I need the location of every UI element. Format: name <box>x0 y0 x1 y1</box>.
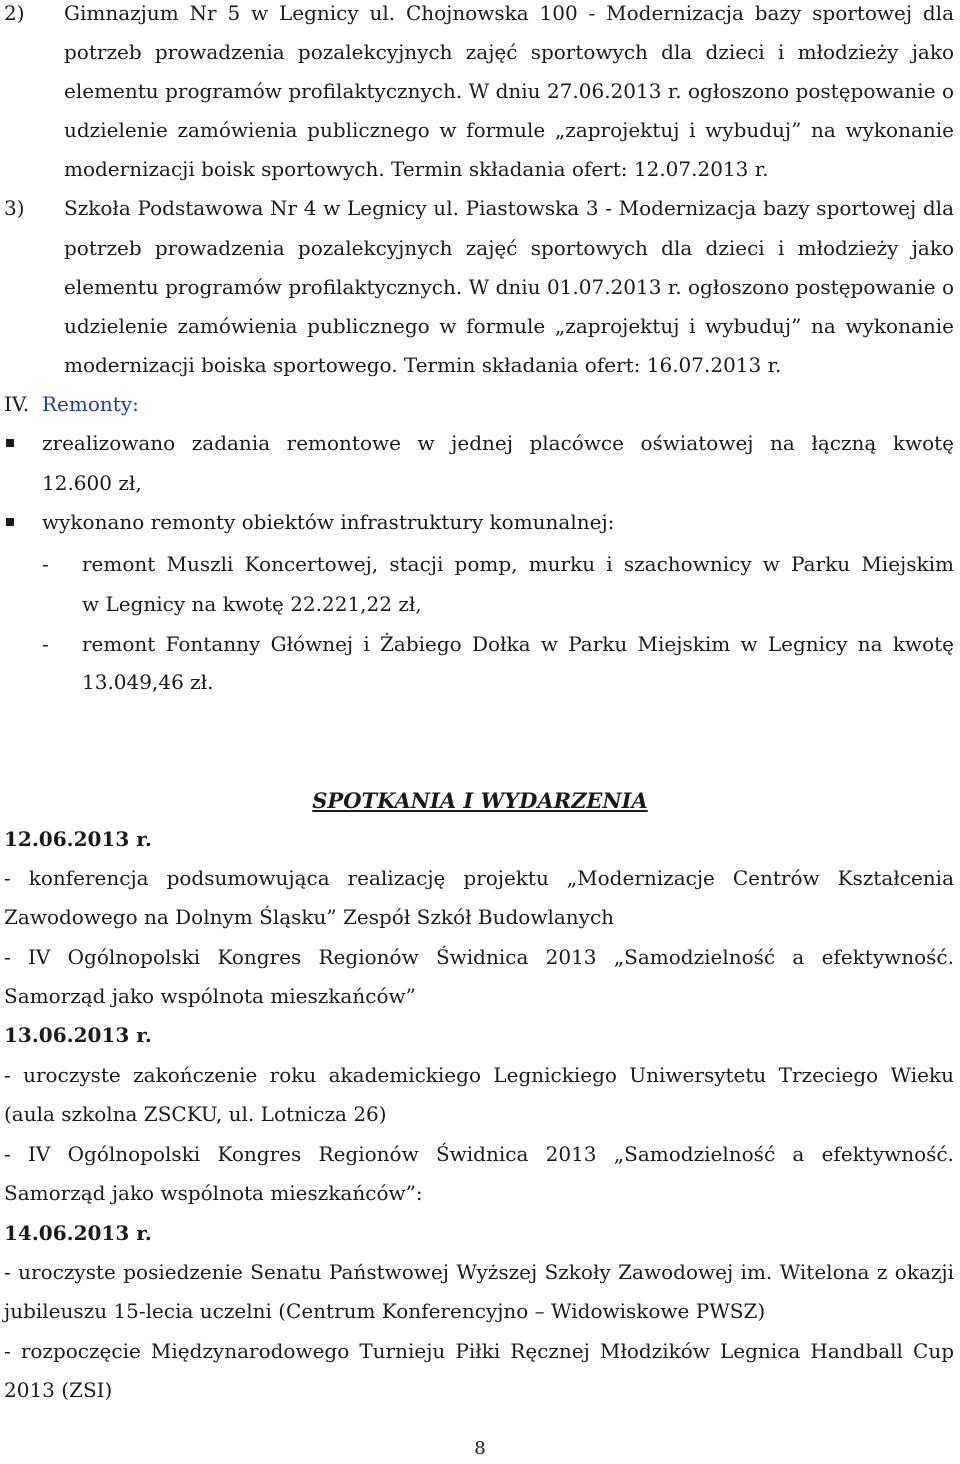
item-text-line: udzielenie zamówienia publicznego w formule „zaprojektuj i wybuduj” na wykonanie <box>64 118 954 142</box>
bullet-square-icon <box>6 439 14 447</box>
item-number: 3) <box>4 196 25 220</box>
section-number: IV. <box>4 392 30 416</box>
event-date: 13.06.2013 r. <box>4 1023 152 1047</box>
dash-text-line: remont Muszli Koncertowej, stacji pomp, murku i szachownicy w Parku Miejskim <box>82 552 954 576</box>
event-text-line: - IV Ogólnopolski Kongres Regionów Świdnica 2013 „Samodzielność a efektywność. <box>4 1142 954 1166</box>
event-date: 14.06.2013 r. <box>4 1221 152 1245</box>
dash-marker: - <box>42 552 49 576</box>
event-text-line: Samorząd jako wspólnota mieszkańców”: <box>4 1181 423 1205</box>
event-text-line: jubileuszu 15-lecia uczelni (Centrum Konferencyjno – Widowiskowe PWSZ) <box>4 1299 766 1323</box>
dash-item <box>0 545 960 584</box>
dash-marker: - <box>42 632 49 656</box>
item-number: 2) <box>4 1 25 25</box>
bullet-item <box>0 424 960 463</box>
section-iv-heading <box>0 385 960 424</box>
event-text-line: Zawodowego na Dolnym Śląsku” Zespół Szkół Budowlanych <box>4 905 615 929</box>
events-heading-text: SPOTKANIA I WYDARZENIA <box>312 788 648 813</box>
page-number: 8 <box>474 1438 486 1459</box>
event-text-line: - uroczyste posiedzenie Senatu Państwowej Wyższej Szkoły Zawodowej im. Witelona z okazji <box>4 1260 954 1284</box>
item-text-line: potrzeb prowadzenia pozalekcyjnych zajęć sportowych dla dzieci i młodzieży jako <box>64 236 954 260</box>
item-text-line: modernizacji boiska sportowego. Termin składania ofert: 16.07.2013 r. <box>64 353 782 377</box>
event-text-line: - konferencja podsumowująca realizację projektu „Modernizacje Centrów Kształcenia <box>4 866 954 890</box>
dash-text-line: remont Fontanny Głównej i Żabiego Dołka w Parku Miejskim w Legnicy na kwotę <box>82 632 954 656</box>
item-text-line: elementu programów profilaktycznych. W dniu 27.06.2013 r. ogłoszono postępowanie o <box>64 79 954 103</box>
events-heading <box>0 781 960 820</box>
bullet-square-icon <box>6 518 14 526</box>
dash-item <box>0 625 960 664</box>
bullet-text-line: zrealizowano zadania remontowe w jednej placówce oświatowej na łączną kwotę <box>42 431 954 455</box>
bullet-text-line: wykonano remonty obiektów infrastruktury komunalnej: <box>42 510 615 534</box>
event-date: 12.06.2013 r. <box>4 827 152 851</box>
item-text-line: Szkoła Podstawowa Nr 4 w Legnicy ul. Piastowska 3 - Modernizacja bazy sportowej dla <box>64 196 954 220</box>
list-item-2 <box>0 0 960 33</box>
event-text-line: (aula szkolna ZSCKU, ul. Lotnicza 26) <box>4 1102 387 1126</box>
event-text-line: - uroczyste zakończenie roku akademickiego Legnickiego Uniwersytetu Trzeciego Wieku <box>4 1063 954 1087</box>
event-text-line: Samorząd jako wspólnota mieszkańców” <box>4 984 416 1008</box>
bullet-item <box>0 503 960 542</box>
item-text-line: udzielenie zamówienia publicznego w formule „zaprojektuj i wybuduj” na wykonanie <box>64 314 954 338</box>
event-text-line: - IV Ogólnopolski Kongres Regionów Świdnica 2013 „Samodzielność a efektywność. <box>4 945 954 969</box>
event-text-line: 2013 (ZSI) <box>4 1378 113 1402</box>
item-text-line: Gimnazjum Nr 5 w Legnicy ul. Chojnowska 100 - Modernizacja bazy sportowej dla <box>64 1 954 25</box>
list-item-3 <box>0 189 960 228</box>
event-text-line: - rozpoczęcie Międzynarodowego Turnieju Piłki Ręcznej Młodzików Legnica Handball Cup <box>4 1339 954 1363</box>
item-text-line: modernizacji boisk sportowych. Termin składania ofert: 12.07.2013 r. <box>64 157 769 181</box>
item-text-line: potrzeb prowadzenia pozalekcyjnych zajęć sportowych dla dzieci i młodzieży jako <box>64 40 954 64</box>
bullet-text-line: 12.600 zł, <box>42 471 142 495</box>
dash-text-line: w Legnicy na kwotę 22.221,22 zł, <box>82 592 422 616</box>
section-title: Remonty: <box>42 392 139 416</box>
item-text-line: elementu programów profilaktycznych. W dniu 01.07.2013 r. ogłoszono postępowanie o <box>64 275 954 299</box>
dash-text-line: 13.049,46 zł. <box>82 670 214 694</box>
